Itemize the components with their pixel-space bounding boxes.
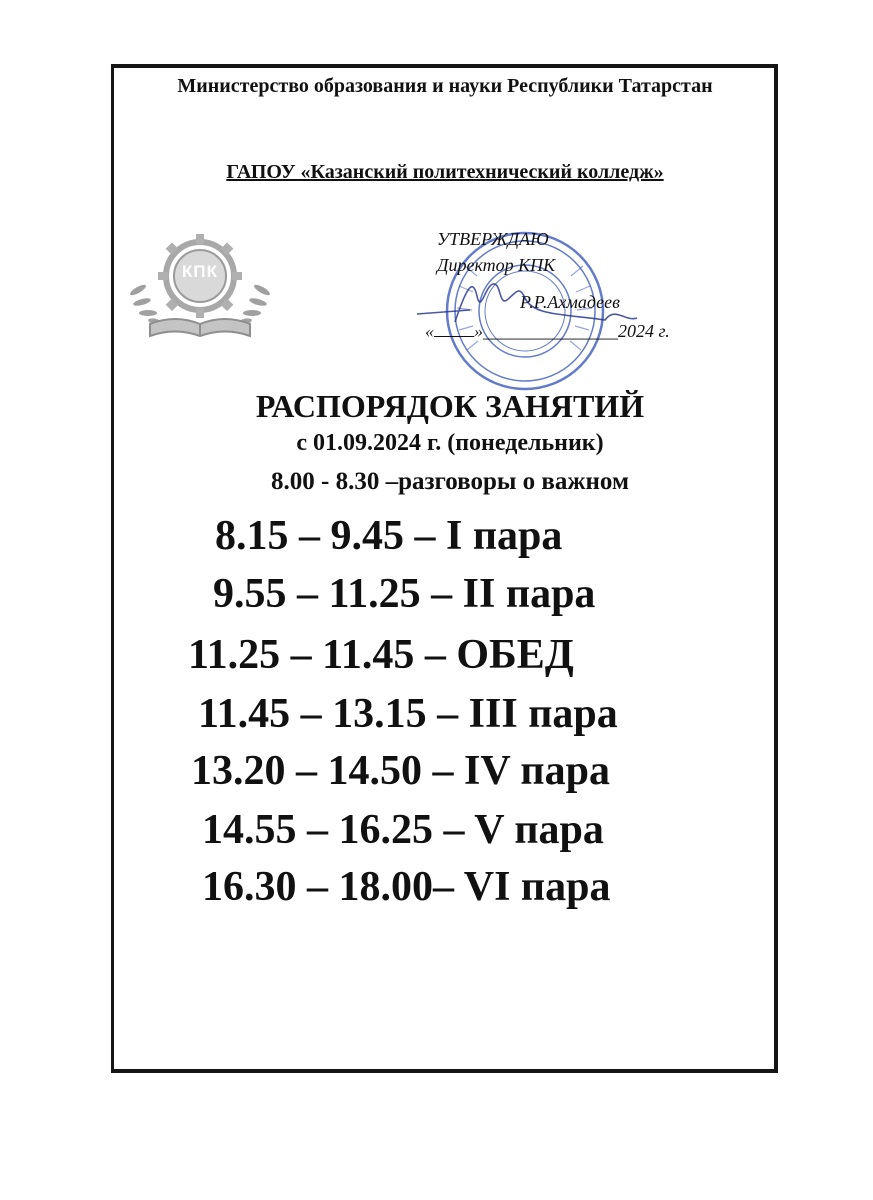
schedule-title: РАСПОРЯДОК ЗАНЯТИЙ [255, 388, 645, 424]
period-4: 13.20 – 14.50 – IV пара [191, 748, 610, 794]
director-name: Р.Р.Ахмадеев [520, 292, 620, 312]
date-quote-close: » [474, 321, 483, 341]
college-name: ГАПОУ «Казанский политехнический колледж» [226, 161, 664, 183]
period-3: 11.45 – 13.15 – III пара [198, 691, 618, 737]
period-2: 9.55 – 11.25 – II пара [213, 571, 596, 617]
director-signature [415, 226, 745, 356]
date-quote-open: « [425, 321, 434, 341]
period-1: 8.15 – 9.45 – I пара [215, 513, 563, 559]
ministry-heading: Министерство образования и науки Республики Татарстан [177, 75, 713, 97]
schedule-start-date: с 01.09.2024 г. (понедельник) [296, 430, 604, 456]
period-6: 16.30 – 18.00– VI пара [202, 864, 611, 910]
logo-text: КПК [182, 262, 218, 281]
important-talks-line: 8.00 - 8.30 –разговоры о важном [271, 468, 629, 495]
approve-label: УТВЕРЖДАЮ [437, 229, 549, 249]
date-line: _______________2024 г. [483, 321, 670, 341]
approval-block [415, 226, 745, 396]
director-position: Директор КПК [437, 255, 556, 275]
lunch-break: 11.25 – 11.45 – ОБЕД [188, 632, 574, 678]
period-5: 14.55 – 16.25 – V пара [202, 807, 604, 853]
college-logo-emblem [120, 228, 290, 348]
